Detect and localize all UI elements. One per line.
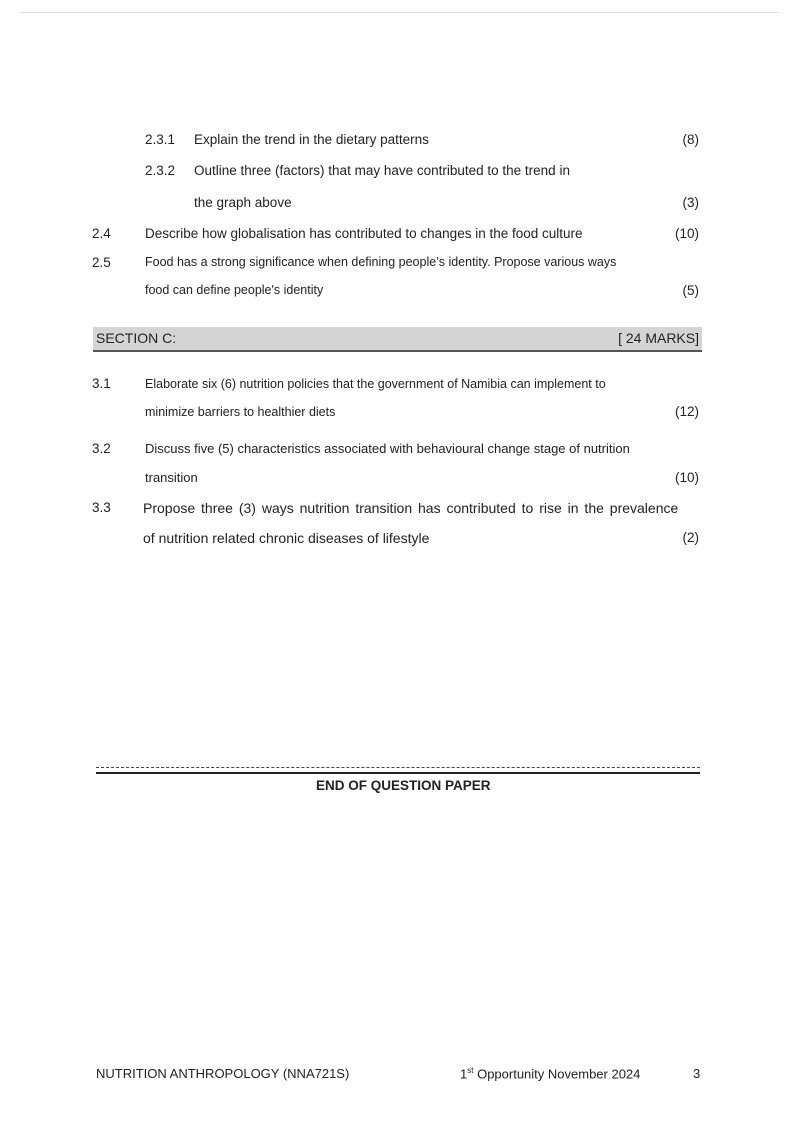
- opp-text: Opportunity November 2024: [473, 1066, 641, 1082]
- q-text: transition: [145, 470, 198, 485]
- dashed-divider: [96, 767, 700, 768]
- q-text: Outline three (factors) that may have contributed to the trend in: [194, 163, 570, 178]
- q-text: Food has a strong significance when defining people’s identity. Propose various ways: [145, 255, 617, 269]
- q-marks: (2): [682, 530, 699, 545]
- opp-number: 1: [460, 1066, 468, 1082]
- q-text: Discuss five (5) characteristics associated with behavioural change stage of nutrition: [145, 441, 630, 456]
- q-number: 2.3.2: [145, 163, 176, 178]
- solid-divider: [96, 772, 700, 774]
- q-text: minimize barriers to healthier diets: [145, 405, 336, 419]
- section-marks: [ 24 MARKS]: [618, 330, 699, 346]
- q-number: 3.2: [92, 441, 111, 456]
- q-number: 2.4: [92, 226, 111, 241]
- q-marks: (12): [674, 404, 699, 419]
- q-text: Elaborate six (6) nutrition policies that the government of Namibia can implement to: [145, 377, 606, 391]
- q-marks: (10): [674, 470, 699, 485]
- q-marks: (5): [682, 283, 699, 298]
- q-number: 3.1: [92, 376, 111, 391]
- scan-edge-line: [20, 12, 779, 13]
- page-number: 3: [693, 1066, 701, 1081]
- section-title: SECTION C:: [96, 330, 177, 346]
- q-text: food can define people's identity: [145, 283, 324, 297]
- q-text: the graph above: [194, 195, 292, 210]
- opp-sup: st: [467, 1066, 474, 1075]
- q-number: 2.5: [92, 255, 111, 270]
- footer-course: NUTRITION ANTHROPOLOGY (NNA721S): [96, 1066, 350, 1081]
- section-header: [93, 327, 702, 352]
- q-text: Describe how globalisation has contributed to changes in the food culture: [145, 226, 583, 241]
- q-text: Propose three (3) ways nutrition transition has contributed to rise in the prevalence: [143, 500, 679, 516]
- q-marks: (10): [674, 226, 699, 241]
- q-text: of nutrition related chronic diseases of lifestyle: [143, 530, 430, 546]
- q-marks: (8): [682, 132, 699, 147]
- q-marks: (3): [682, 195, 699, 210]
- q-number: 3.3: [92, 500, 111, 515]
- q-text: Explain the trend in the dietary patterns: [194, 132, 429, 147]
- end-of-paper: END OF QUESTION PAPER: [316, 778, 491, 793]
- footer-opportunity: [460, 1066, 640, 1081]
- q-number: 2.3.1: [145, 132, 176, 147]
